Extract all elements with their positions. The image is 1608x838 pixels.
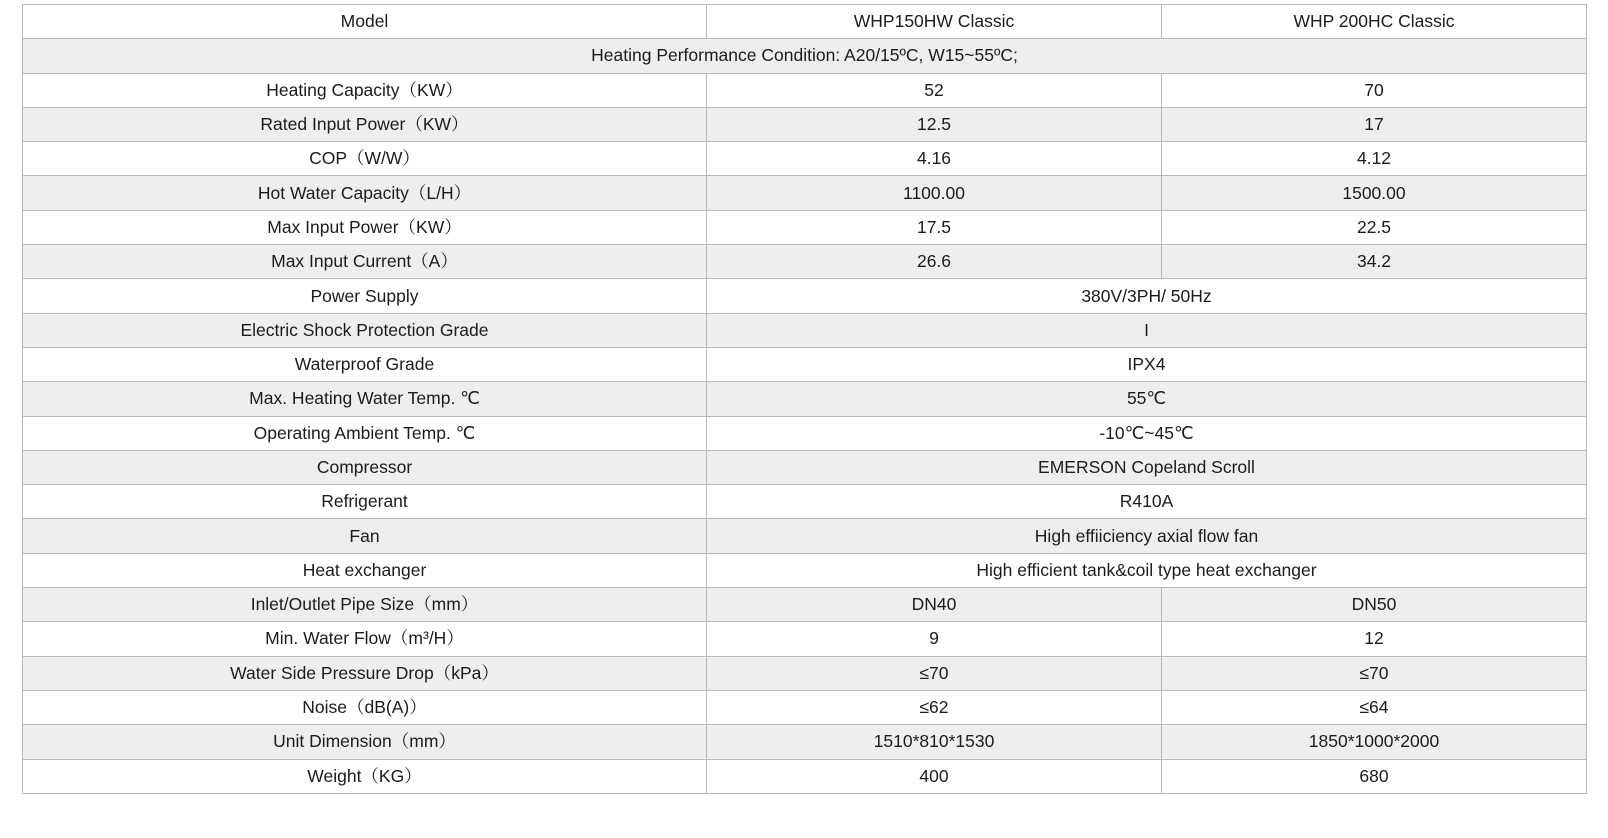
table-row xyxy=(23,519,1587,553)
table-cell-value-merged: High effiiciency axial flow fan xyxy=(707,519,1587,553)
table-cell-value-merged: 55℃ xyxy=(707,382,1587,416)
table-cell-value-1: DN40 xyxy=(707,588,1162,622)
table-cell-label: Unit Dimension（mm） xyxy=(23,725,707,759)
table-cell-value-1: 26.6 xyxy=(707,245,1162,279)
table-row xyxy=(23,142,1587,176)
table-cell-value-2: 34.2 xyxy=(1162,245,1587,279)
table-cell-value-1: ≤62 xyxy=(707,690,1162,724)
table-cell-label: Waterproof Grade xyxy=(23,347,707,381)
table-cell-value-2: 680 xyxy=(1162,759,1587,793)
table-cell-label: Max Input Current（A） xyxy=(23,245,707,279)
table-cell-value-merged: IPX4 xyxy=(707,347,1587,381)
table-cell-value-merged: High efficient tank&coil type heat exchanger xyxy=(707,553,1587,587)
table-row xyxy=(23,690,1587,724)
table-row xyxy=(23,656,1587,690)
table-row xyxy=(23,5,1587,39)
table-cell-label: Weight（KG） xyxy=(23,759,707,793)
table-cell-value-1: ≤70 xyxy=(707,656,1162,690)
table-cell-value-2: 70 xyxy=(1162,73,1587,107)
table-row xyxy=(23,622,1587,656)
table-cell-label: Heating Capacity（KW） xyxy=(23,73,707,107)
table-cell-value-1: 9 xyxy=(707,622,1162,656)
table-row xyxy=(23,485,1587,519)
table-cell-value-2: 1500.00 xyxy=(1162,176,1587,210)
table-cell-condition: Heating Performance Condition: A20/15ºC, W15~55ºC; xyxy=(23,39,1587,73)
table-cell-label: Hot Water Capacity（L/H） xyxy=(23,176,707,210)
specification-table xyxy=(22,4,1587,794)
table-cell-value-merged: -10℃~45℃ xyxy=(707,416,1587,450)
table-cell-label: Water Side Pressure Drop（kPa） xyxy=(23,656,707,690)
table-cell-value-1: 52 xyxy=(707,73,1162,107)
table-row xyxy=(23,107,1587,141)
table-cell-value-merged: EMERSON Copeland Scroll xyxy=(707,450,1587,484)
table-cell-value-2: 12 xyxy=(1162,622,1587,656)
table-cell-label: Power Supply xyxy=(23,279,707,313)
table-cell-label: Inlet/Outlet Pipe Size（mm） xyxy=(23,588,707,622)
table-cell-label: Noise（dB(A)） xyxy=(23,690,707,724)
table-cell-value-2: ≤64 xyxy=(1162,690,1587,724)
table-row xyxy=(23,725,1587,759)
table-row xyxy=(23,176,1587,210)
table-row xyxy=(23,416,1587,450)
table-row xyxy=(23,210,1587,244)
table-header-model-2: WHP 200HC Classic xyxy=(1162,5,1587,39)
table-cell-label: Refrigerant xyxy=(23,485,707,519)
table-cell-label: Operating Ambient Temp. ℃ xyxy=(23,416,707,450)
table-row xyxy=(23,382,1587,416)
table-cell-label: Heat exchanger xyxy=(23,553,707,587)
table-row xyxy=(23,347,1587,381)
table-cell-value-2: DN50 xyxy=(1162,588,1587,622)
table-cell-label: Max Input Power（KW） xyxy=(23,210,707,244)
table-cell-value-2: 1850*1000*2000 xyxy=(1162,725,1587,759)
table-cell-value-1: 1100.00 xyxy=(707,176,1162,210)
table-cell-label: Compressor xyxy=(23,450,707,484)
table-cell-value-2: 4.12 xyxy=(1162,142,1587,176)
table-cell-value-1: 17.5 xyxy=(707,210,1162,244)
table-cell-value-1: 12.5 xyxy=(707,107,1162,141)
table-cell-value-merged: 380V/3PH/ 50Hz xyxy=(707,279,1587,313)
table-cell-value-2: ≤70 xyxy=(1162,656,1587,690)
table-row xyxy=(23,759,1587,793)
table-row xyxy=(23,588,1587,622)
table-header-model-1: WHP150HW Classic xyxy=(707,5,1162,39)
table-cell-label: Fan xyxy=(23,519,707,553)
table-cell-label: Electric Shock Protection Grade xyxy=(23,313,707,347)
table-row xyxy=(23,313,1587,347)
table-row xyxy=(23,245,1587,279)
table-cell-value-1: 400 xyxy=(707,759,1162,793)
table-row xyxy=(23,39,1587,73)
table-cell-value-1: 4.16 xyxy=(707,142,1162,176)
table-row xyxy=(23,73,1587,107)
table-cell-label: Max. Heating Water Temp. ℃ xyxy=(23,382,707,416)
table-row xyxy=(23,553,1587,587)
table-cell-value-merged: R410A xyxy=(707,485,1587,519)
table-header-label: Model xyxy=(23,5,707,39)
table-cell-value-merged: I xyxy=(707,313,1587,347)
table-cell-value-1: 1510*810*1530 xyxy=(707,725,1162,759)
table-row xyxy=(23,279,1587,313)
table-cell-label: Min. Water Flow（m³/H） xyxy=(23,622,707,656)
table-cell-value-2: 22.5 xyxy=(1162,210,1587,244)
specification-table-body xyxy=(23,5,1587,794)
table-row xyxy=(23,450,1587,484)
table-cell-label: COP（W/W） xyxy=(23,142,707,176)
table-cell-label: Rated Input Power（KW） xyxy=(23,107,707,141)
table-cell-value-2: 17 xyxy=(1162,107,1587,141)
